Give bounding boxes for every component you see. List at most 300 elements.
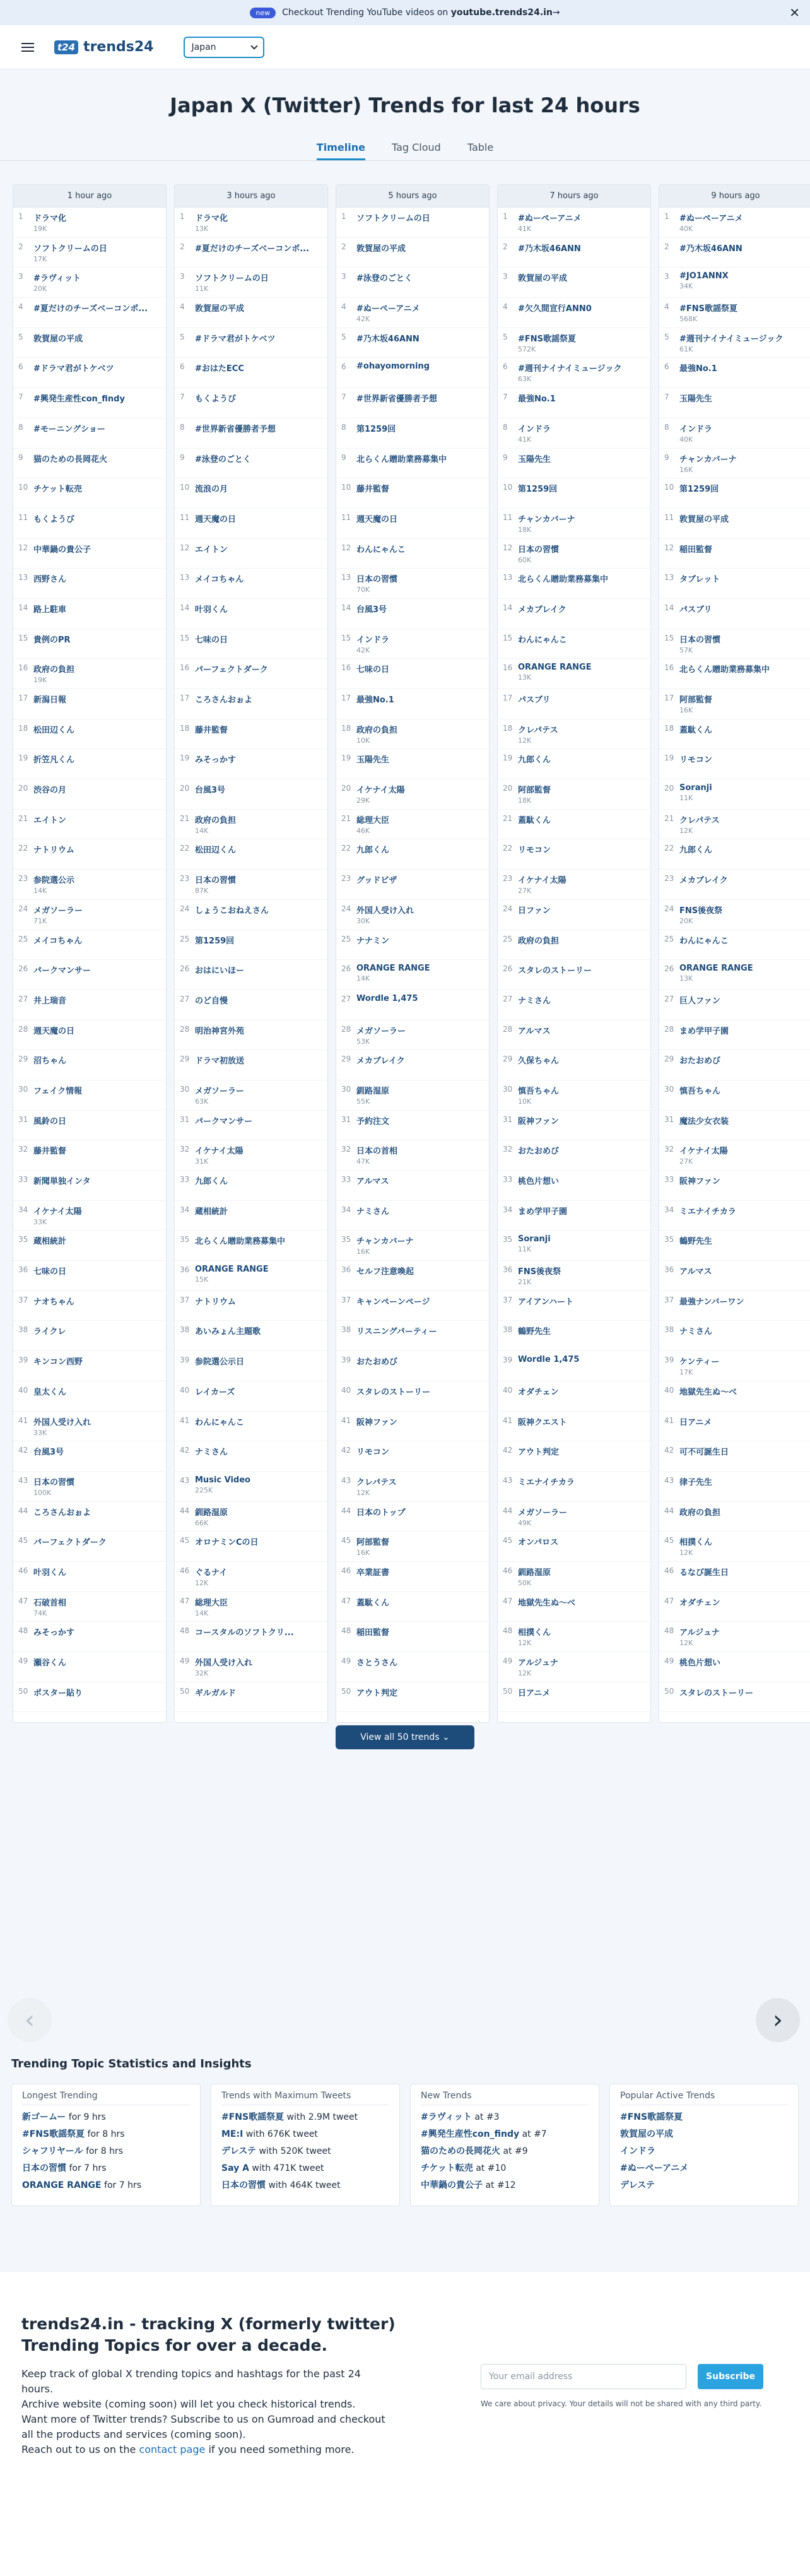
trend-link[interactable]: パスブリ	[518, 695, 551, 705]
trend-link[interactable]: #泳登のごとく	[195, 454, 251, 464]
trend-link[interactable]: 日本の習慣	[356, 575, 398, 585]
trend-link[interactable]: #FNS歌謡祭夏	[679, 304, 738, 314]
stat-trend-link[interactable]: インドラ	[620, 2146, 655, 2156]
trend-link[interactable]: ORANGE RANGE	[518, 663, 592, 673]
trend-link[interactable]: インドラ	[356, 635, 390, 645]
trend-link[interactable]: イケナイ太陽	[356, 786, 405, 796]
trend-link[interactable]: ORANGE RANGE	[195, 1265, 269, 1275]
trend-link[interactable]: ライクレ	[33, 1327, 66, 1337]
trend-link[interactable]: 路上駐車	[33, 605, 67, 615]
trend-link[interactable]: 最強ナンバーワン	[679, 1297, 744, 1307]
trend-link[interactable]: リモコン	[679, 755, 713, 765]
trend-link[interactable]: ミエナイチカラ	[518, 1477, 575, 1487]
trend-link[interactable]: 第1259回	[679, 485, 719, 495]
trend-link[interactable]: イケナイ太陽	[33, 1207, 82, 1217]
trend-link[interactable]: さとうさん	[356, 1658, 398, 1668]
trend-link[interactable]: みそっかす	[33, 1628, 75, 1638]
trend-item	[175, 1622, 327, 1652]
trend-link[interactable]: 玉陽先生	[356, 755, 390, 765]
trend-link[interactable]: おたおめび	[518, 1147, 560, 1157]
trend-link[interactable]: ナミさん	[195, 1448, 228, 1458]
trend-link[interactable]: スタレのストーリー	[356, 1387, 431, 1397]
stat-trend-link[interactable]: デレステ	[221, 2146, 257, 2156]
trend-link[interactable]: 阪神ファン	[679, 1177, 720, 1186]
stat-trend-link[interactable]: 中華鍋の貴公子	[421, 2180, 483, 2190]
trend-link[interactable]: 石破首相	[33, 1598, 67, 1608]
trend-link[interactable]: 蓋駄くん	[518, 815, 551, 825]
trend-link[interactable]: クレパテス	[679, 815, 720, 825]
trend-link[interactable]: オロナミンCの日	[195, 1538, 259, 1548]
trend-link[interactable]: わんにゃんこ	[518, 635, 567, 645]
trend-link[interactable]: ナトリウム	[195, 1297, 236, 1307]
trend-link[interactable]: 松田辺くん	[33, 725, 75, 735]
trend-link[interactable]: 日アニメ	[679, 1417, 712, 1427]
trend-link[interactable]: 参院選公示日	[195, 1357, 245, 1368]
trend-link[interactable]: 週天魔の日	[195, 514, 237, 524]
trend-link[interactable]: Soranji	[679, 783, 712, 793]
trend-link[interactable]: 新潟日報	[33, 695, 67, 705]
trend-link[interactable]: #週刊ナイナイミュージック	[518, 364, 622, 374]
trend-link[interactable]: 藤井監督	[356, 485, 390, 495]
stat-trend-link[interactable]: #ぬーぺーアニメ	[620, 2163, 689, 2173]
trend-rank: 13	[341, 573, 351, 582]
trend-link[interactable]: パスブリ	[679, 605, 712, 615]
trend-link[interactable]: メガソーラー	[195, 1086, 245, 1096]
trend-link[interactable]: 地獄先生ぬ〜べ	[679, 1387, 737, 1397]
trend-link[interactable]: 阿部監督	[356, 1538, 390, 1548]
trend-rank: 11	[503, 512, 513, 522]
trend-link[interactable]: 鶴野先生	[518, 1327, 551, 1337]
trend-item	[336, 930, 489, 960]
trend-rank: 43	[180, 1475, 190, 1485]
trend-link[interactable]: まめ学甲子園	[518, 1207, 568, 1217]
trend-link[interactable]: 九郎くん	[679, 846, 713, 856]
trend-link[interactable]: #ぬーぺーアニメ	[679, 214, 743, 223]
stat-trend-link[interactable]: #ラヴィット	[421, 2112, 472, 2122]
trend-link[interactable]: リモコン	[356, 1448, 390, 1458]
trend-link[interactable]: アウト判定	[356, 1688, 398, 1698]
trend-link[interactable]: ミエナイチカラ	[679, 1207, 736, 1217]
trend-link[interactable]: ナオちゃん	[33, 1297, 74, 1307]
trend-link[interactable]: スタレのストーリー	[679, 1688, 754, 1698]
trend-link[interactable]: 藤井監督	[195, 725, 228, 735]
trend-link[interactable]: もくようび	[33, 514, 75, 524]
trend-link[interactable]: 日本の習慣	[518, 545, 560, 555]
trend-link[interactable]: インドラ	[679, 424, 713, 434]
trend-link[interactable]: メイコちゃん	[195, 575, 244, 585]
trend-link[interactable]: おたおめび	[679, 1056, 721, 1066]
trend-link[interactable]: 桃色片想い	[518, 1177, 560, 1186]
trend-link[interactable]: 政府の負担	[356, 725, 398, 735]
trend-link[interactable]: わんにゃんこ	[195, 1417, 244, 1427]
trend-link[interactable]: 政府の負担	[33, 665, 75, 675]
trend-link[interactable]: ころさんおぉよ	[33, 1508, 91, 1518]
trend-link[interactable]: 叶羽くん	[195, 605, 228, 615]
trend-link[interactable]: 西野さん	[33, 575, 67, 585]
trend-link[interactable]: 北らくん贈助業務募集中	[679, 665, 770, 675]
trend-link[interactable]: 流浪の月	[195, 485, 228, 495]
trend-link[interactable]: フェイク情報	[33, 1086, 83, 1096]
contact-link[interactable]: contact page	[139, 2443, 206, 2455]
stat-trend-link[interactable]: #興発生産性con_findy	[421, 2129, 520, 2139]
trend-link[interactable]: 叶羽くん	[33, 1568, 67, 1578]
chevron-left-icon[interactable]: ‹	[8, 1998, 52, 2042]
trend-link[interactable]: FNS後夜祭	[518, 1267, 561, 1277]
trend-link[interactable]: 外国人受け入れ	[195, 1658, 253, 1668]
trend-link[interactable]: #ohayomorning	[356, 362, 430, 372]
trend-link[interactable]: #乃木坂46ANN	[356, 334, 420, 344]
trend-link[interactable]: メイコちゃん	[33, 936, 83, 946]
tweet-count: 14K	[195, 1609, 209, 1617]
trend-link[interactable]: アルジュナ	[679, 1628, 720, 1638]
trend-link[interactable]: イケナイ太陽	[679, 1147, 728, 1157]
trend-link[interactable]: 日本の習慣	[679, 635, 721, 645]
trend-link[interactable]: 日本の首相	[356, 1147, 398, 1157]
tab-tag-cloud[interactable]: Tag Cloud	[391, 141, 441, 153]
trend-link[interactable]: タブレット	[679, 575, 720, 585]
trend-link[interactable]: 井上瑞音	[33, 996, 67, 1006]
trend-link[interactable]: #泳登のごとく	[356, 274, 413, 284]
trend-link[interactable]: アイアンハート	[518, 1297, 574, 1307]
trend-link[interactable]: #ドラマ君がトケベツ	[33, 364, 114, 374]
trend-link[interactable]: アルマス	[356, 1177, 389, 1186]
menu-icon[interactable]	[21, 43, 34, 52]
trend-link[interactable]: ころさんおぉよ	[195, 695, 253, 705]
trend-link[interactable]: 台風3号	[356, 605, 387, 615]
logo-text[interactable]: trends24	[83, 39, 154, 55]
trend-link[interactable]: 鶴野先生	[679, 1237, 713, 1247]
trend-link[interactable]: 総理大臣	[356, 815, 390, 825]
stat-trend-link[interactable]: 新ゴームー	[22, 2112, 66, 2122]
trend-link[interactable]: #乃木坂46ANN	[679, 244, 742, 254]
trend-link[interactable]: ナナミン	[356, 936, 390, 946]
trend-link[interactable]: 蔵相統計	[33, 1237, 67, 1247]
trend-link[interactable]: 相撲くん	[679, 1538, 713, 1548]
trend-link[interactable]: メガソーラー	[518, 1508, 568, 1518]
trend-rank: 20	[341, 784, 351, 793]
trend-link[interactable]: 皇太くん	[33, 1387, 67, 1397]
trend-link[interactable]: ソフトクリームの日	[356, 214, 430, 223]
trend-link[interactable]: 日ファン	[518, 906, 551, 916]
trend-link[interactable]: 予約注文	[356, 1116, 390, 1126]
stat-trend-link[interactable]: ORANGE RANGE	[22, 2180, 102, 2190]
trend-link[interactable]: #JO1ANNX	[679, 271, 729, 281]
trend-link[interactable]: わんにゃんこ	[356, 545, 406, 555]
trend-link[interactable]: ナトリウム	[33, 846, 74, 856]
trend-link[interactable]: 第1259回	[195, 936, 235, 946]
close-icon[interactable]: ✕	[789, 5, 800, 20]
trend-link[interactable]: 参院選公示	[33, 876, 75, 886]
trend-link[interactable]: 敦賀屋の平成	[356, 244, 406, 254]
trend-link[interactable]: 日本の習慣	[33, 1477, 75, 1487]
subscribe-button[interactable]: Subscribe	[698, 2364, 763, 2389]
tab-timeline[interactable]: Timeline	[317, 141, 365, 160]
trend-link[interactable]: #乃木坂46ANN	[518, 244, 581, 254]
trend-link[interactable]: 新聞単独インタ	[33, 1177, 91, 1186]
trend-link[interactable]: ドラマ化	[33, 214, 67, 223]
trend-link[interactable]: イケナイ太陽	[518, 876, 566, 886]
trend-link[interactable]: 稲田監督	[356, 1628, 390, 1638]
stat-trend-link[interactable]: 日本の習慣	[22, 2163, 66, 2173]
trend-link[interactable]: メカブレイク	[356, 1056, 405, 1066]
trend-link[interactable]: 卒業証書	[356, 1568, 390, 1578]
trend-link[interactable]: 日本の習慣	[195, 876, 237, 886]
trend-link[interactable]: 藤井監督	[33, 1147, 67, 1157]
trend-link[interactable]: 政府の負担	[679, 1508, 721, 1518]
trend-link[interactable]: 桃色片想い	[679, 1658, 721, 1668]
trend-link[interactable]: Wordle 1,475	[518, 1355, 580, 1365]
stat-trend-link[interactable]: #FNS歌謡祭夏	[221, 2112, 285, 2122]
trend-link[interactable]: ORANGE RANGE	[356, 964, 430, 974]
trend-link[interactable]: おたおめび	[356, 1357, 398, 1368]
trend-link[interactable]: 最強No.1	[679, 364, 717, 374]
trend-link[interactable]: ケンティー	[679, 1357, 720, 1368]
trend-link[interactable]: 台風3号	[33, 1448, 64, 1458]
tweet-count: 16K	[679, 706, 693, 714]
logo-badge[interactable]: t24	[54, 40, 78, 54]
country-select[interactable]	[184, 37, 264, 58]
trend-rank: 36	[664, 1265, 674, 1275]
trend-link[interactable]: 第1259回	[518, 485, 558, 495]
trend-link[interactable]: 台風3号	[195, 786, 226, 796]
trend-link[interactable]: #ぬーぺーアニメ	[518, 214, 582, 223]
trend-link[interactable]: 日本のトップ	[356, 1508, 406, 1518]
trend-link[interactable]: 瀬谷くん	[33, 1658, 67, 1668]
trend-link[interactable]: 稲田監督	[679, 545, 713, 555]
trend-link[interactable]: メガソーラー	[356, 1026, 406, 1036]
trend-link[interactable]: 最強No.1	[356, 695, 394, 705]
email-input[interactable]: Your email address	[481, 2364, 686, 2389]
tab-table[interactable]: Table	[467, 141, 494, 153]
stat-trend-link[interactable]: #FNS歌謡祭夏	[620, 2112, 683, 2122]
trend-link[interactable]: パーフェクトダーク	[33, 1538, 107, 1548]
trend-link[interactable]: まめ学甲子園	[679, 1026, 729, 1036]
trend-link[interactable]: 最強No.1	[518, 394, 556, 405]
trend-link[interactable]: Soranji	[518, 1234, 551, 1244]
trend-link[interactable]: 釧路湿原	[195, 1508, 228, 1518]
trend-rank: 47	[341, 1596, 351, 1605]
trend-link[interactable]: 七味の日	[195, 635, 228, 645]
stat-trend-link[interactable]: ME:I	[221, 2129, 244, 2139]
trend-link[interactable]: 蓋駄くん	[679, 725, 713, 735]
trend-link[interactable]: チャンカバーナ	[356, 1237, 414, 1247]
banner-text[interactable]: Checkout Trending YouTube videos on youtube.trends24.in→	[282, 8, 560, 18]
trend-link[interactable]: チャンカバーナ	[518, 514, 575, 524]
trend-link[interactable]: 沼ちゃん	[33, 1056, 67, 1066]
trend-link[interactable]: 第1259回	[356, 424, 396, 434]
trend-link[interactable]: チャンカバーナ	[679, 454, 737, 464]
trend-link[interactable]: #夏だけのチーズベーコンポ...	[33, 304, 148, 314]
trend-link[interactable]: 松田辺くん	[195, 846, 237, 856]
trend-link[interactable]: 総理大臣	[195, 1598, 228, 1608]
trend-link[interactable]: 七味の日	[33, 1267, 67, 1277]
trend-link[interactable]: ナミさん	[679, 1327, 713, 1337]
trend-link[interactable]: 七味の日	[356, 665, 390, 675]
trend-link[interactable]: 阪神ファン	[518, 1116, 559, 1126]
trend-link[interactable]: 外国人受け入れ	[33, 1417, 91, 1427]
trend-link[interactable]: コースタルのソフトクリ...	[195, 1628, 294, 1638]
trend-link[interactable]: 九郎くん	[195, 1177, 228, 1186]
trend-link[interactable]: 阿部監督	[518, 786, 551, 796]
trend-link[interactable]: 玉陽先生	[679, 394, 713, 405]
banner-link[interactable]: youtube.trends24.in	[450, 8, 553, 18]
trend-link[interactable]: 巨人ファン	[679, 996, 720, 1006]
trend-link[interactable]: 貴例のPR	[33, 635, 71, 645]
trend-link[interactable]: 釧路湿原	[356, 1086, 390, 1096]
trend-link[interactable]: 明治神宮外苑	[195, 1026, 245, 1036]
trend-link[interactable]: #ラヴィット	[33, 274, 81, 284]
trend-link[interactable]: メカブレイク	[679, 876, 728, 886]
trend-link[interactable]: スタレのストーリー	[518, 966, 592, 976]
trend-link[interactable]: 敦賀屋の平成	[195, 304, 245, 314]
trend-item	[336, 238, 489, 268]
trend-link[interactable]: のど自慢	[195, 996, 228, 1006]
trend-link[interactable]: パークマンサー	[195, 1116, 253, 1126]
trend-link[interactable]: 外国人受け入れ	[356, 906, 414, 916]
trend-link[interactable]: グッドビザ	[356, 876, 397, 886]
trend-link[interactable]: ナミさん	[356, 1207, 390, 1217]
trend-link[interactable]: イケナイ太陽	[195, 1147, 244, 1157]
trend-link[interactable]: #ドラマ君がトケベツ	[195, 334, 276, 344]
trend-link[interactable]: パーフェクトダーク	[195, 665, 268, 675]
trend-link[interactable]: クレパテス	[518, 725, 558, 735]
trend-link[interactable]: #世界新省優勝者予想	[356, 394, 437, 405]
trend-link[interactable]: キンコン西野	[33, 1357, 83, 1368]
trend-link[interactable]: 政府の負担	[518, 936, 560, 946]
trend-link[interactable]: リモコン	[518, 846, 551, 856]
stat-trend-link[interactable]: 敦賀屋の平成	[620, 2129, 673, 2139]
stat-trend-link[interactable]: チケット転売	[421, 2163, 473, 2173]
trend-link[interactable]: セルフ注意喚起	[356, 1267, 414, 1277]
trend-link[interactable]: わんにゃんこ	[679, 936, 729, 946]
trend-link[interactable]: 相撲くん	[518, 1628, 551, 1638]
trend-link[interactable]: エイトン	[33, 815, 67, 825]
chevron-right-icon[interactable]: ›	[756, 1998, 800, 2042]
trend-link[interactable]: 北らくん贈助業務募集中	[356, 454, 447, 464]
trend-link[interactable]: 阪神ファン	[356, 1417, 397, 1427]
stat-trend-link[interactable]: 日本の習慣	[221, 2180, 266, 2190]
trend-link[interactable]: #夏だけのチーズベーコンポ...	[195, 244, 310, 254]
trend-link[interactable]: みそっかす	[195, 755, 237, 765]
trend-item	[13, 1321, 166, 1351]
trend-link[interactable]: 可不可誕生日	[679, 1448, 729, 1458]
trend-link[interactable]: アルマス	[518, 1026, 551, 1036]
trend-link[interactable]: 地獄先生ぬ〜べ	[518, 1598, 576, 1608]
trend-link[interactable]: アルジュナ	[518, 1658, 558, 1668]
trend-link[interactable]: 久保ちゃん	[518, 1056, 560, 1066]
trend-link[interactable]: 釧路湿原	[518, 1568, 551, 1578]
trend-link[interactable]: チケット転売	[33, 485, 82, 495]
trend-link[interactable]: ORANGE RANGE	[679, 964, 753, 974]
trend-link[interactable]: 律子先生	[679, 1477, 713, 1487]
trend-link[interactable]: キャンペーンページ	[356, 1297, 430, 1307]
trend-link[interactable]: メガソーラー	[33, 906, 83, 916]
trend-link[interactable]: アルマス	[679, 1267, 712, 1277]
trend-link[interactable]: ぐるナイ	[195, 1568, 228, 1578]
trend-link[interactable]: ドラマ化	[195, 214, 228, 223]
trend-link[interactable]: 敦賀屋の平成	[679, 514, 729, 524]
trend-link[interactable]: しょうこおねえさん	[195, 906, 269, 916]
trend-link[interactable]: オンパロス	[518, 1538, 559, 1548]
trend-link[interactable]: #ぬーぺーアニメ	[356, 304, 420, 314]
trend-link[interactable]: 週天魔の日	[33, 1026, 75, 1036]
trend-link[interactable]: レイカーズ	[195, 1387, 235, 1397]
trend-link[interactable]: 政府の負担	[195, 815, 237, 825]
trend-link[interactable]: もくようび	[195, 394, 237, 405]
trend-link[interactable]: 玉陽先生	[518, 454, 551, 464]
trend-link[interactable]: 折笠凡くん	[33, 755, 75, 765]
trend-link[interactable]: 渋谷の月	[33, 786, 67, 796]
trend-link[interactable]: 週天魔の日	[356, 514, 398, 524]
trend-link[interactable]: FNS後夜祭	[679, 906, 723, 916]
trend-link[interactable]: アウト判定	[518, 1448, 560, 1458]
trend-link[interactable]: Music Video	[195, 1475, 250, 1485]
trend-link[interactable]: おはにいほー	[195, 966, 245, 976]
trend-link[interactable]: #週刊ナイナイミュージック	[679, 334, 784, 344]
trend-link[interactable]: るなび誕生日	[679, 1568, 729, 1578]
trend-link[interactable]: オダチェン	[679, 1598, 720, 1608]
trend-link[interactable]: リスニングパーティー	[356, 1327, 437, 1337]
trend-link[interactable]: #世界新省優勝者予想	[195, 424, 276, 434]
trend-link[interactable]: 慎吾ちゃん	[518, 1086, 560, 1096]
trend-link[interactable]: 敦賀屋の平成	[33, 334, 83, 344]
stat-trend-link[interactable]: デレステ	[620, 2180, 655, 2190]
trend-link[interactable]: あいみょん主題歌	[195, 1327, 261, 1337]
trend-item	[13, 1532, 166, 1562]
stat-trend-link[interactable]: #FNS歌謡祭夏	[22, 2129, 85, 2139]
trend-link[interactable]: 北らくん贈助業務募集中	[518, 575, 609, 585]
trend-link[interactable]: 北らくん贈助業務募集中	[195, 1237, 286, 1247]
trend-link[interactable]: 風鈴の日	[33, 1116, 67, 1126]
trend-link[interactable]: ソフトクリームの日	[195, 274, 269, 284]
trend-link[interactable]: ナミさん	[518, 996, 551, 1006]
trend-link[interactable]: 中華鍋の貴公子	[33, 545, 91, 555]
trend-link[interactable]: ソフトクリームの日	[33, 244, 107, 254]
trend-link[interactable]: エイトン	[195, 545, 228, 555]
trend-link[interactable]: ギルガルド	[195, 1688, 236, 1698]
trend-link[interactable]: オダチェン	[518, 1387, 559, 1397]
stat-trend-link[interactable]: 猫のための長岡花火	[421, 2146, 500, 2156]
trend-link[interactable]: Wordle 1,475	[356, 993, 418, 1003]
view-all-button[interactable]: View all 50 trends ⌄	[336, 1725, 474, 1749]
trend-link[interactable]: 阿部監督	[679, 695, 713, 705]
stat-trend-link[interactable]: Say A	[221, 2163, 249, 2173]
trend-link[interactable]: 猫のための長岡花火	[33, 454, 108, 464]
trend-link[interactable]: 九郎くん	[356, 846, 390, 856]
trend-link[interactable]: #FNS歌謡祭夏	[518, 334, 577, 344]
trend-link[interactable]: #興発生産性con_findy	[33, 394, 125, 405]
trend-link[interactable]: 日アニメ	[518, 1688, 551, 1698]
trend-link[interactable]: 蔵相統計	[195, 1207, 228, 1217]
trend-link[interactable]: ポスター貼り	[33, 1688, 83, 1698]
trend-link[interactable]: #モーニングショー	[33, 424, 105, 434]
trend-link[interactable]: 慎吾ちゃん	[679, 1086, 721, 1096]
trend-link[interactable]: 阪神クエスト	[518, 1417, 567, 1427]
trend-link[interactable]: #おはたECC	[195, 364, 244, 374]
trend-link[interactable]: クレパテス	[356, 1477, 397, 1487]
trend-link[interactable]: 敦賀屋の平成	[518, 274, 568, 284]
trend-link[interactable]: パークマンサー	[33, 966, 91, 976]
trend-link[interactable]: メカブレイク	[518, 605, 566, 615]
trend-link[interactable]: 魔法少女衣装	[679, 1116, 729, 1126]
stat-trend-link[interactable]: シャフリヤール	[22, 2146, 83, 2156]
trend-link[interactable]: ドラマ初放送	[195, 1056, 245, 1066]
trend-link[interactable]: 蓋駄くん	[356, 1598, 390, 1608]
stat-detail: for 8 hrs	[87, 2129, 125, 2139]
trend-link[interactable]: #欠久間宣行ANN0	[518, 304, 592, 314]
trend-link[interactable]: インドラ	[518, 424, 551, 434]
trend-link[interactable]: 九郎くん	[518, 755, 551, 765]
